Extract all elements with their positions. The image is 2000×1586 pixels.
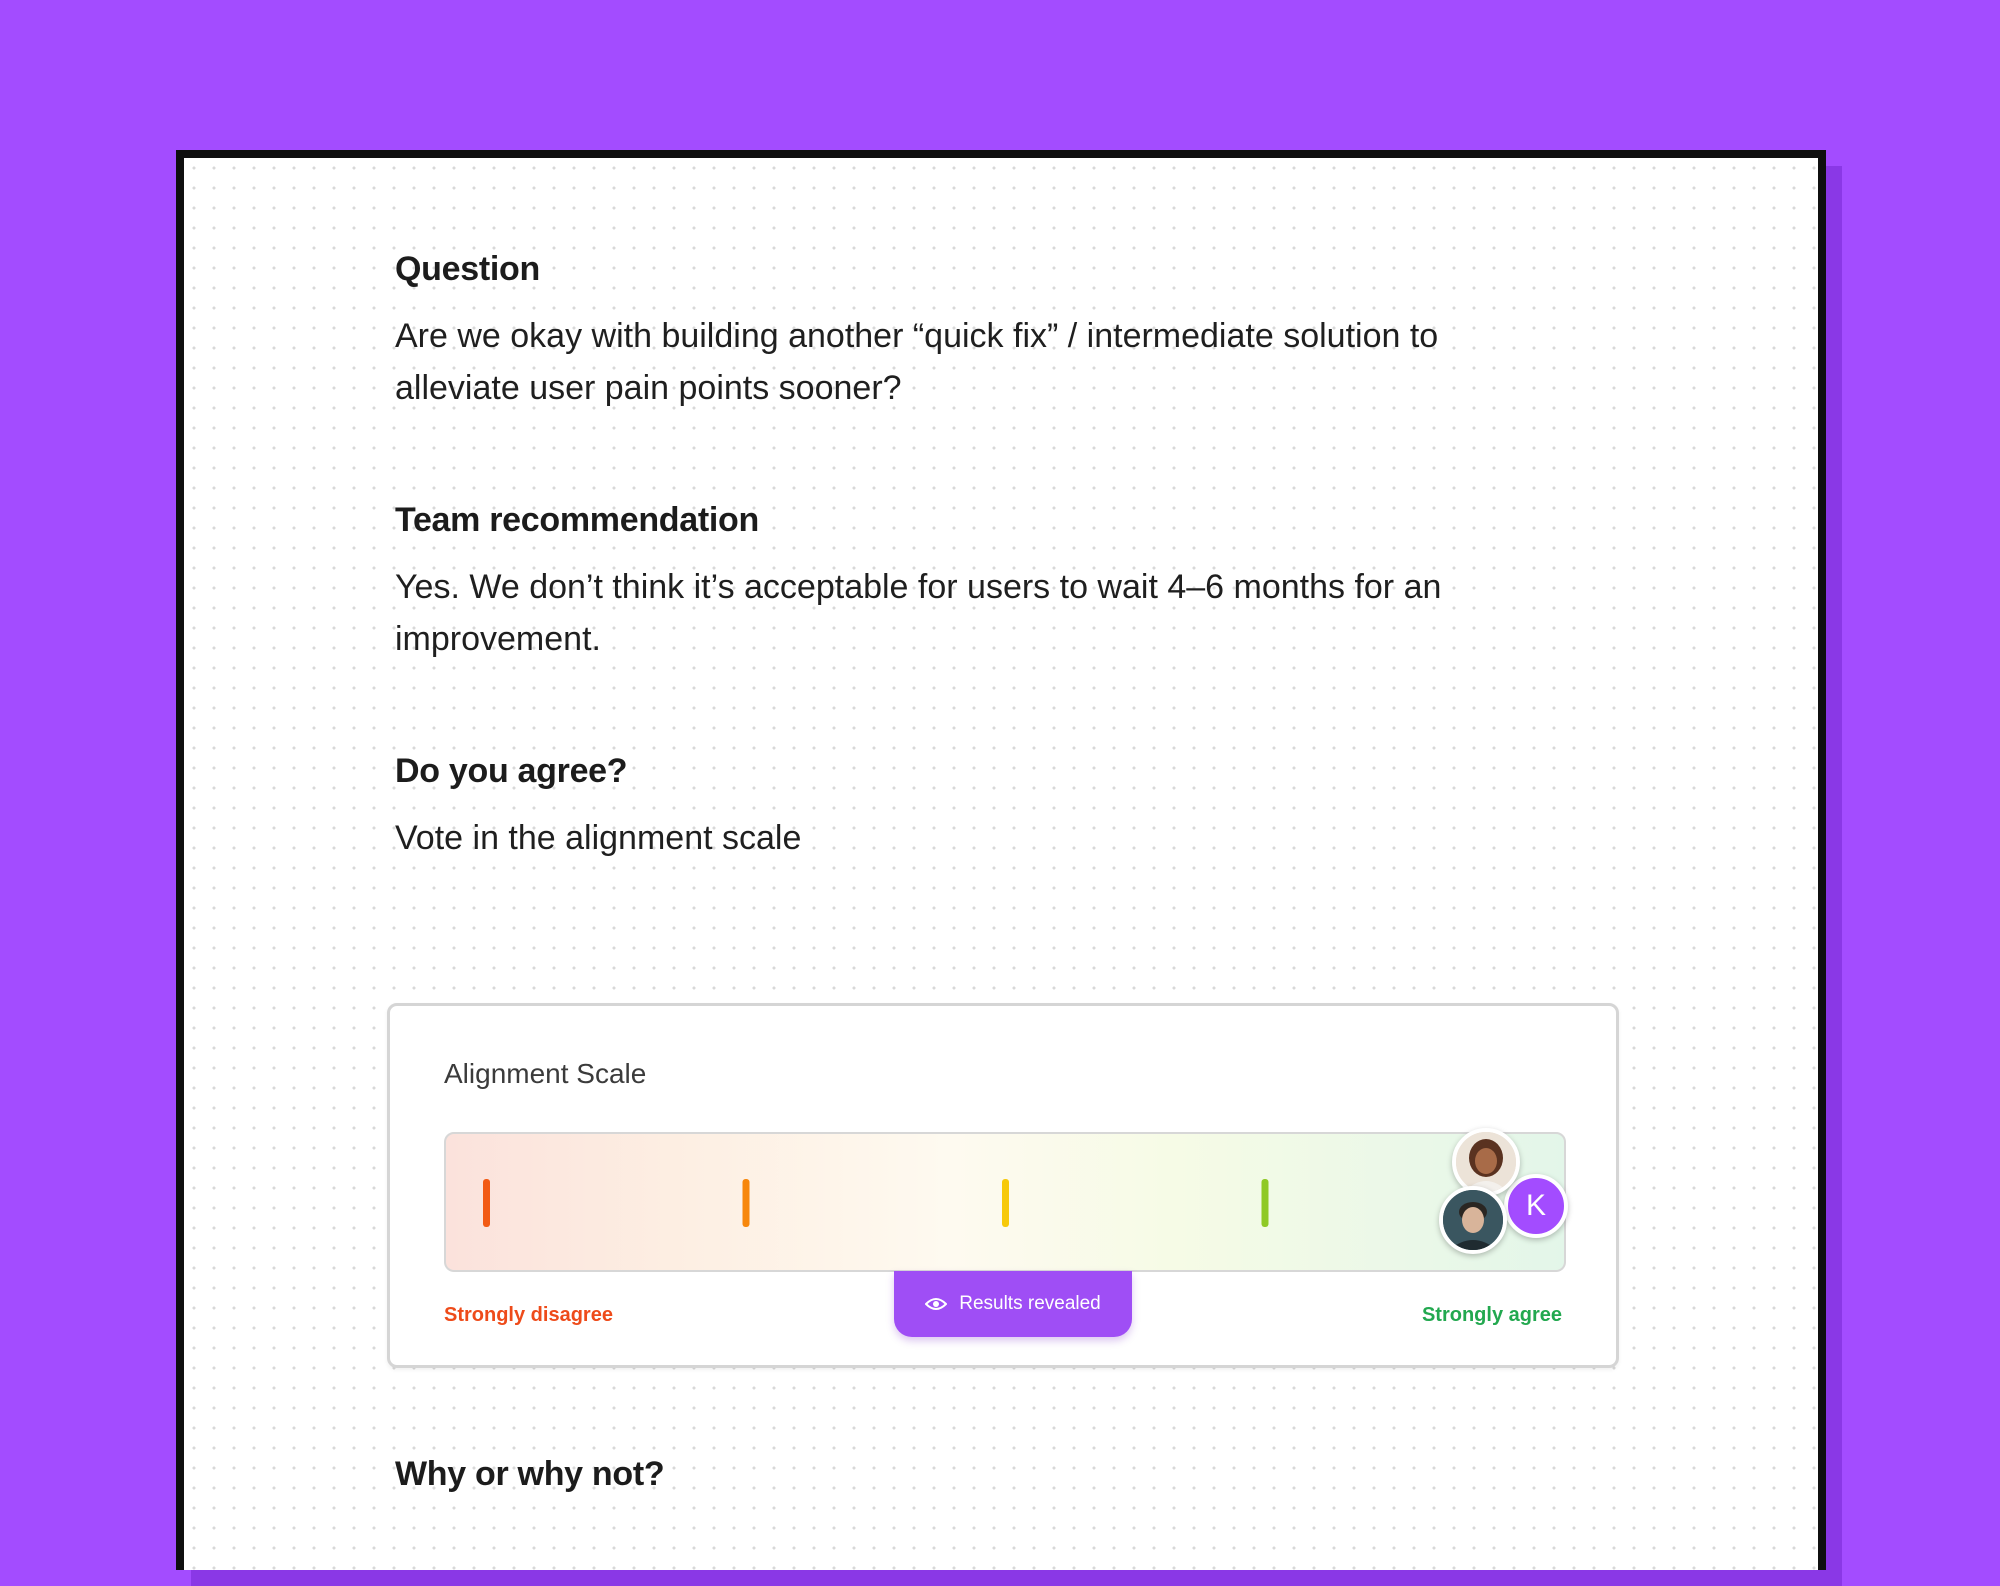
- results-revealed-button[interactable]: [894, 1271, 1132, 1337]
- eye-icon: [925, 1296, 947, 1312]
- agree-text: Vote in the alignment scale: [395, 819, 802, 857]
- letter-avatar[interactable]: [1504, 1174, 1568, 1238]
- scale-tick-3: [1002, 1179, 1009, 1227]
- recommendation-text: Yes. We don’t think it’s acceptable for users to wait 4–6 months for an improvement.: [395, 568, 1442, 658]
- document-canvas: [176, 150, 1826, 1570]
- alignment-scale-card: [387, 1003, 1619, 1368]
- scale-track-svg: [446, 1134, 1564, 1270]
- avatar-initial: K: [1525, 1189, 1546, 1222]
- question-heading: Question: [395, 250, 540, 288]
- man-avatar[interactable]: [1439, 1186, 1507, 1254]
- scale-tick-4: [1262, 1179, 1269, 1227]
- question-text: Are we okay with building another “quick fix” / intermediate solution to alleviate user pain points sooner?: [395, 317, 1439, 407]
- strongly-disagree-label: Strongly disagree: [444, 1304, 613, 1326]
- why-heading: Why or why not?: [395, 1455, 665, 1493]
- agree-heading: Do you agree?: [395, 752, 628, 790]
- woman-avatar-image: [1456, 1132, 1516, 1192]
- scale-tick-2: [743, 1179, 750, 1227]
- alignment-scale-title: Alignment Scale: [444, 1058, 647, 1089]
- strongly-agree-label: Strongly agree: [1421, 1304, 1562, 1326]
- recommendation-heading: Team recommendation: [395, 501, 759, 539]
- man-avatar-image: [1443, 1190, 1503, 1250]
- woman-avatar[interactable]: [1452, 1128, 1520, 1196]
- scale-tick-1: [483, 1179, 490, 1227]
- alignment-scale-bar[interactable]: [444, 1132, 1566, 1272]
- results-revealed-label: Results revealed: [959, 1293, 1101, 1314]
